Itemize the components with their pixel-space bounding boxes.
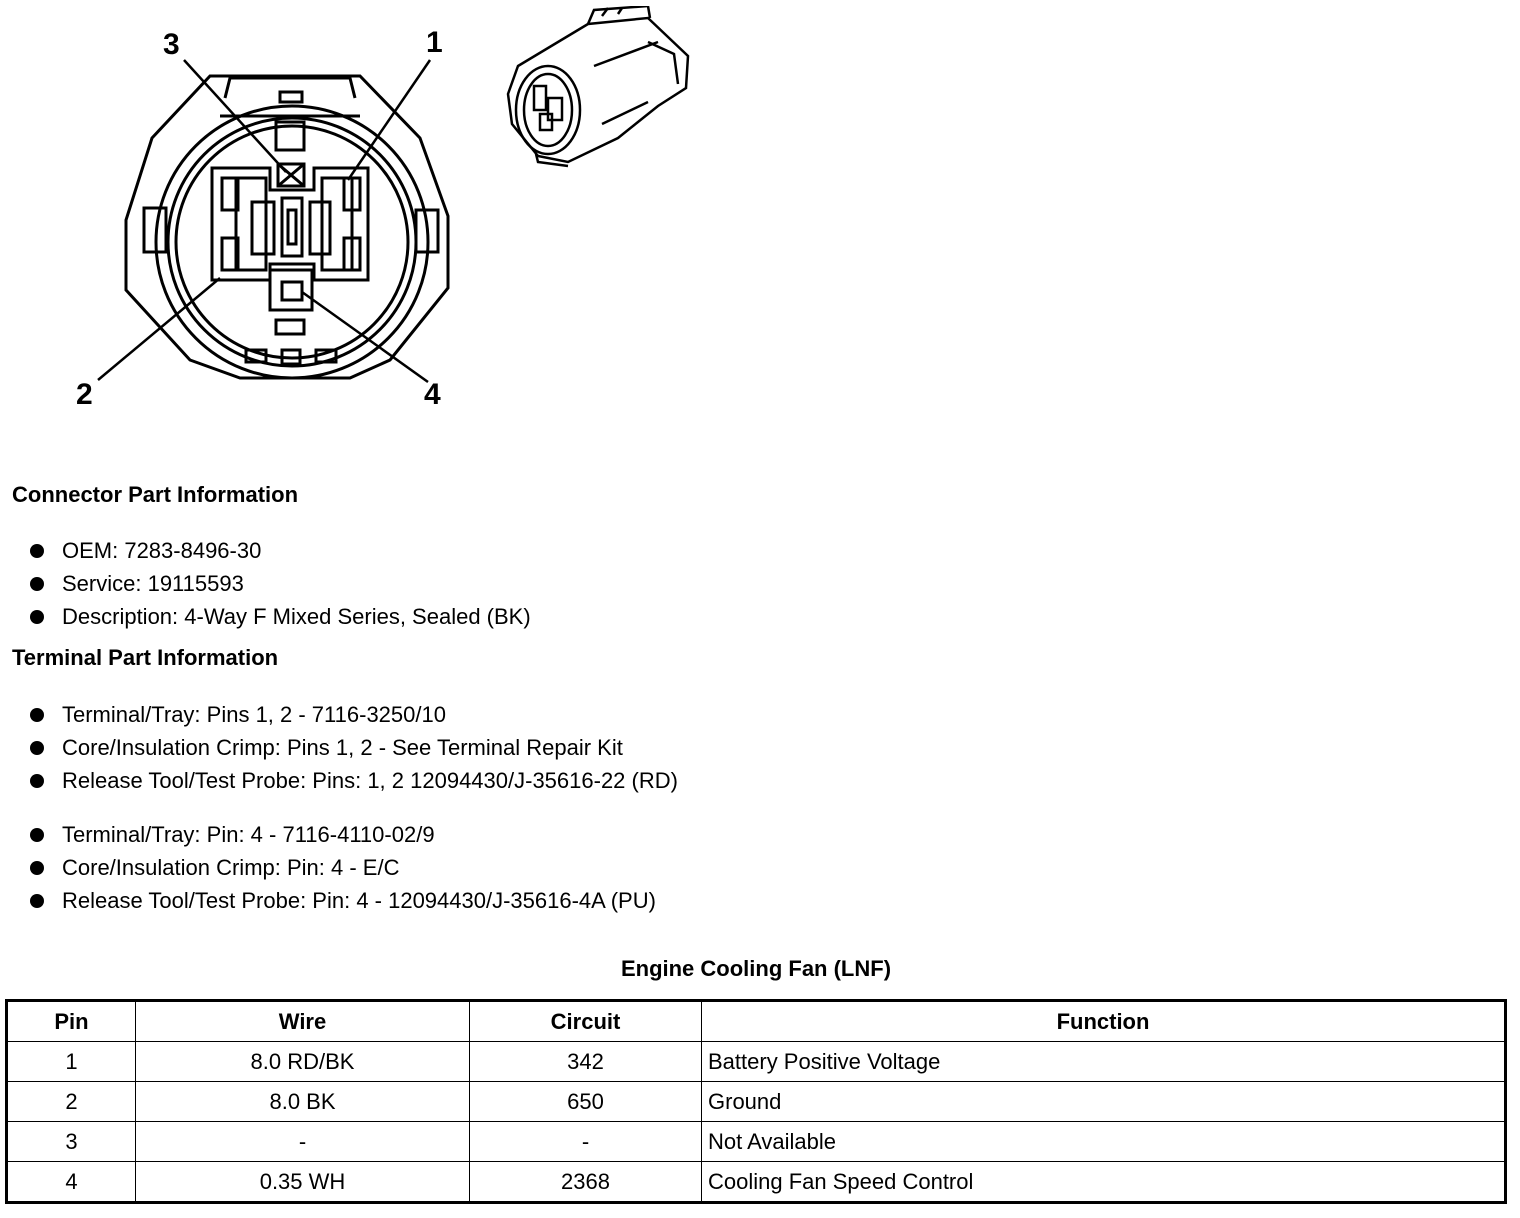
table-row: [7, 1042, 1506, 1082]
bullet-icon: [30, 741, 44, 755]
bullet-icon: [30, 861, 44, 875]
pin-label-2: 2: [76, 378, 93, 411]
cell-pin: 4: [7, 1162, 136, 1203]
terminal-part-info-heading: Terminal Part Information: [12, 645, 279, 670]
connector-face-drawing: [60, 20, 480, 420]
list-item-text: Core/Insulation Crimp: Pins 1, 2 - See Terminal Repair Kit: [62, 735, 623, 760]
cell-circuit: 650: [470, 1082, 702, 1122]
list-item: [28, 534, 531, 567]
cell-pin: 3: [7, 1122, 136, 1162]
terminal-part-info-list-pin-4: [28, 818, 656, 917]
list-item: [28, 567, 531, 600]
cell-function: Ground: [702, 1082, 1506, 1122]
cell-circuit: -: [470, 1122, 702, 1162]
pin-label-1: 1: [426, 26, 443, 59]
bullet-icon: [30, 774, 44, 788]
bullet-icon: [30, 577, 44, 591]
pinout-table: [5, 999, 1507, 1204]
list-item-text: Release Tool/Test Probe: Pin: 4 - 12094430/J-35616-4A (PU): [62, 888, 656, 913]
cell-pin: 2: [7, 1082, 136, 1122]
list-item: [28, 698, 678, 731]
list-item: [28, 851, 656, 884]
bullet-icon: [30, 894, 44, 908]
column-header-circuit: Circuit: [470, 1001, 702, 1042]
connector-perspective-illustration: [498, 6, 698, 170]
table-title: Engine Cooling Fan (LNF): [620, 956, 892, 981]
column-header-pin: Pin: [7, 1001, 136, 1042]
bullet-icon: [30, 708, 44, 722]
list-item-text: Terminal/Tray: Pins 1, 2 - 7116-3250/10: [62, 702, 446, 727]
list-item: [28, 884, 656, 917]
list-item: [28, 764, 678, 797]
list-item-text: Service: 19115593: [62, 571, 244, 596]
cell-function: Battery Positive Voltage: [702, 1042, 1506, 1082]
list-item: [28, 818, 656, 851]
column-header-function: Function: [702, 1001, 1506, 1042]
list-item-text: Core/Insulation Crimp: Pin: 4 - E/C: [62, 855, 400, 880]
cell-circuit: 342: [470, 1042, 702, 1082]
terminal-part-info-list-pins-1-2: [28, 698, 678, 797]
column-header-wire: Wire: [136, 1001, 470, 1042]
list-item-text: Description: 4-Way F Mixed Series, Sealed (BK): [62, 604, 531, 629]
list-item-text: Terminal/Tray: Pin: 4 - 7116-4110-02/9: [62, 822, 435, 847]
table-header-row: [7, 1001, 1506, 1042]
table-row: [7, 1122, 1506, 1162]
cell-circuit: 2368: [470, 1162, 702, 1203]
list-item-text: Release Tool/Test Probe: Pins: 1, 2 12094430/J-35616-22 (RD): [62, 768, 678, 793]
bullet-icon: [30, 544, 44, 558]
list-item-text: OEM: 7283-8496-30: [62, 538, 262, 563]
connector-face-diagram: [60, 20, 480, 420]
cell-wire: -: [136, 1122, 470, 1162]
cell-wire: 8.0 BK: [136, 1082, 470, 1122]
pin-label-3: 3: [163, 28, 180, 61]
bullet-icon: [30, 610, 44, 624]
cell-wire: 8.0 RD/BK: [136, 1042, 470, 1082]
table-row: [7, 1162, 1506, 1203]
pin-label-4: 4: [424, 378, 441, 411]
cell-pin: 1: [7, 1042, 136, 1082]
cell-wire: 0.35 WH: [136, 1162, 470, 1203]
bullet-icon: [30, 828, 44, 842]
connector-part-info-list: [28, 534, 531, 633]
cell-function: Not Available: [702, 1122, 1506, 1162]
table-row: [7, 1082, 1506, 1122]
connector-perspective-drawing: [498, 6, 698, 170]
connector-part-info-heading: Connector Part Information: [12, 482, 299, 507]
list-item: [28, 731, 678, 764]
cell-function: Cooling Fan Speed Control: [702, 1162, 1506, 1203]
list-item: [28, 600, 531, 633]
